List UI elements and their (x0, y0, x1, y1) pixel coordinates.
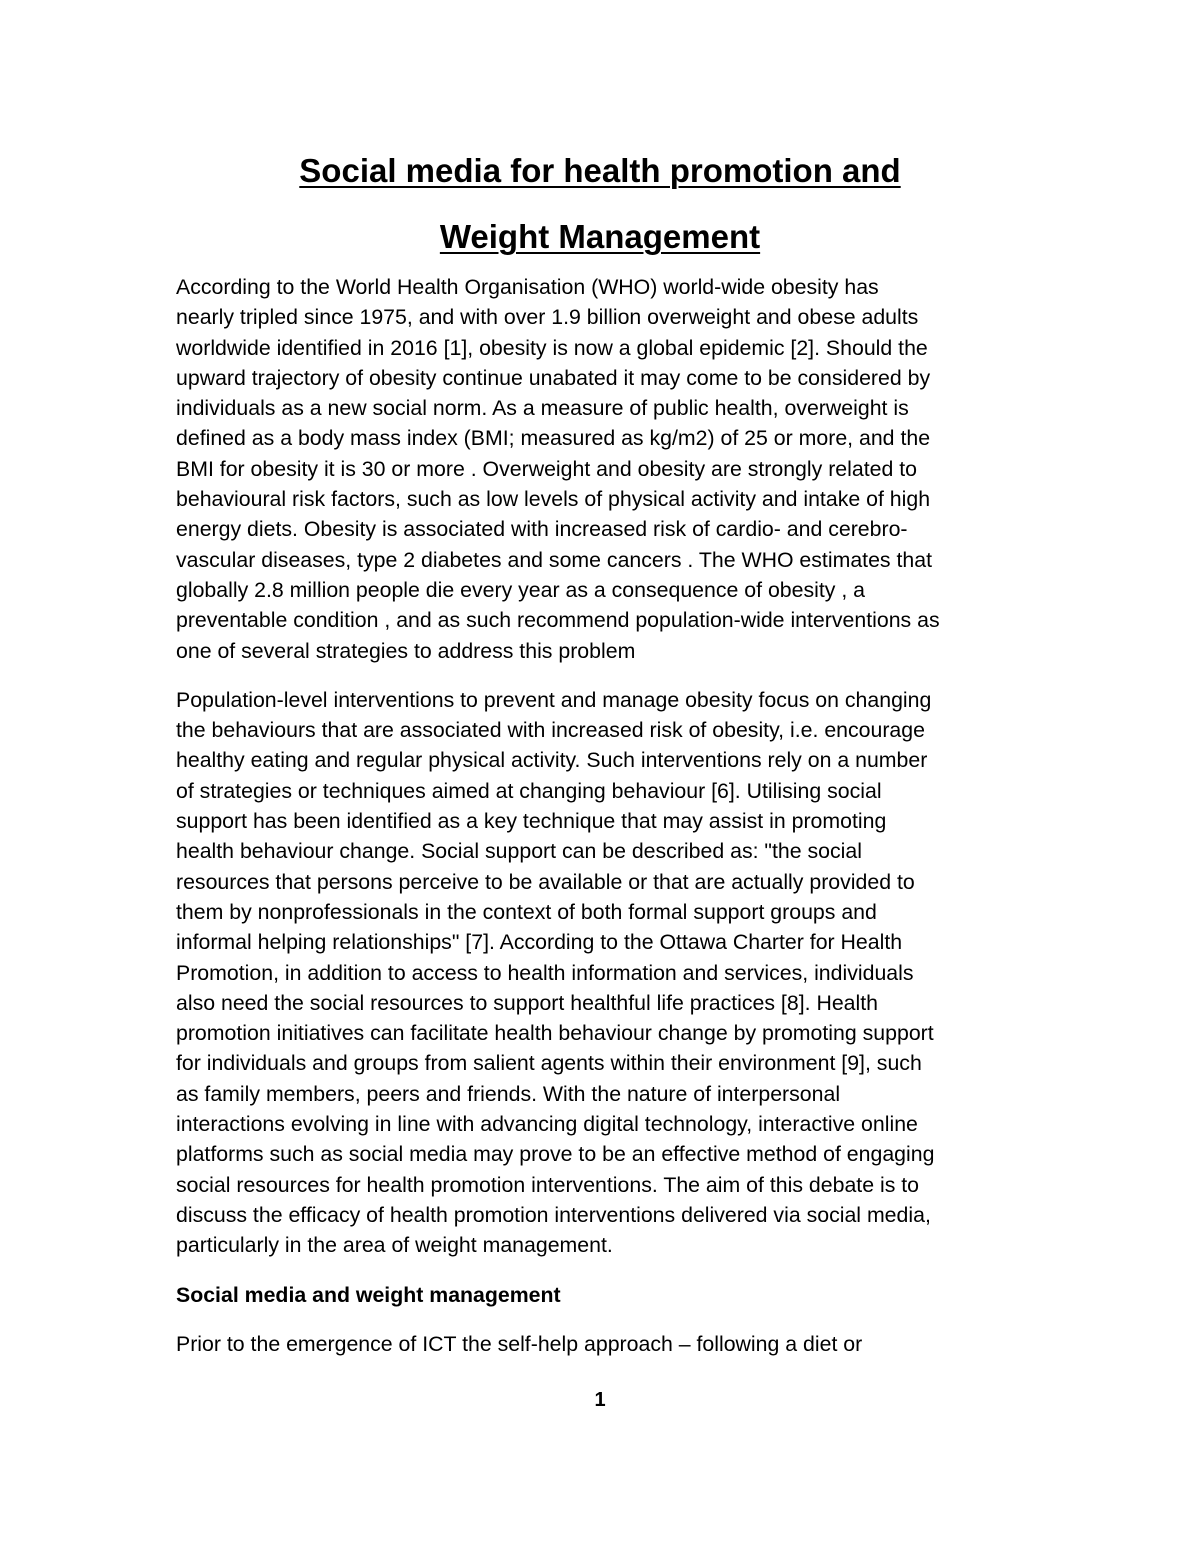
text-line: preventable condition , and as such recommend population-wide interventions as (176, 608, 940, 633)
text-line: social resources for health promotion interventions. The aim of this debate is to (176, 1172, 920, 1197)
text-line: healthy eating and regular physical activity. Such interventions rely on a number (176, 748, 928, 773)
text-line: Promotion, in addition to access to health information and services, individuals (176, 960, 914, 985)
document-body (176, 272, 1036, 1378)
text-line: as family members, peers and friends. With the nature of interpersonal (176, 1081, 841, 1106)
text-line: them by nonprofessionals in the context of both formal support groups and (176, 899, 877, 924)
text-line: Population-level interventions to prevent and manage obesity focus on changing (176, 687, 932, 712)
text-line: of strategies or techniques aimed at changing behaviour [6]. Utilising social (176, 778, 882, 803)
text-line: vascular diseases, type 2 diabetes and some cancers . The WHO estimates that (176, 547, 933, 572)
text-line: one of several strategies to address this problem (176, 638, 636, 663)
title-line-2: Weight Management (439, 218, 761, 255)
text-line: promotion initiatives can facilitate health behaviour change by promoting support (176, 1021, 934, 1046)
text-line: BMI for obesity it is 30 or more . Overweight and obesity are strongly related to (176, 456, 917, 481)
paragraph-interventions (176, 685, 1036, 1261)
document-title (176, 138, 1024, 270)
title-line-1: Social media for health promotion and (299, 152, 901, 189)
page-number: 1 (594, 1389, 606, 1411)
text-line: platforms such as social media may prove to be an effective method of engaging (176, 1142, 935, 1167)
paragraph-prior-ict (176, 1329, 1036, 1359)
text-line: worldwide identified in 2016 [1], obesity is now a global epidemic [2]. Should the (176, 335, 928, 360)
section-heading: Social media and weight management (176, 1282, 561, 1307)
paragraph-intro (176, 272, 1036, 666)
text-line: health behaviour change. Social support can be described as: "the social (176, 839, 862, 864)
text-line: Prior to the emergence of ICT the self-help approach – following a diet or (176, 1331, 863, 1356)
text-line: for individuals and groups from salient agents within their environment [9], such (176, 1051, 922, 1076)
text-line: resources that persons perceive to be available or that are actually provided to (176, 869, 915, 894)
text-line: nearly tripled since 1975, and with over 1.9 billion overweight and obese adults (176, 305, 919, 330)
text-line: behavioural risk factors, such as low levels of physical activity and intake of high (176, 487, 931, 512)
text-line: According to the World Health Organisation (WHO) world-wide obesity has (176, 275, 879, 299)
text-line: defined as a body mass index (BMI; measured as kg/m2) of 25 or more, and the (176, 426, 931, 451)
text-line: interactions evolving in line with advancing digital technology, interactive online (176, 1112, 918, 1137)
text-line: globally 2.8 million people die every year as a consequence of obesity , a (176, 577, 866, 602)
text-line: energy diets. Obesity is associated with increased risk of cardio- and cerebro- (176, 517, 908, 542)
text-line: informal helping relationships" [7]. According to the Ottawa Charter for Health (176, 930, 903, 955)
text-line: the behaviours that are associated with increased risk of obesity, i.e. encourage (176, 718, 925, 743)
text-line: individuals as a new social norm. As a measure of public health, overweight is (176, 396, 909, 421)
text-line: particularly in the area of weight management. (176, 1233, 613, 1258)
text-line: discuss the efficacy of health promotion interventions delivered via social media, (176, 1202, 931, 1227)
text-line: upward trajectory of obesity continue unabated it may come to be considered by (176, 365, 931, 390)
text-line: also need the social resources to support healthful life practices [8]. Health (176, 990, 879, 1015)
text-line: support has been identified as a key technique that may assist in promoting (176, 809, 887, 834)
